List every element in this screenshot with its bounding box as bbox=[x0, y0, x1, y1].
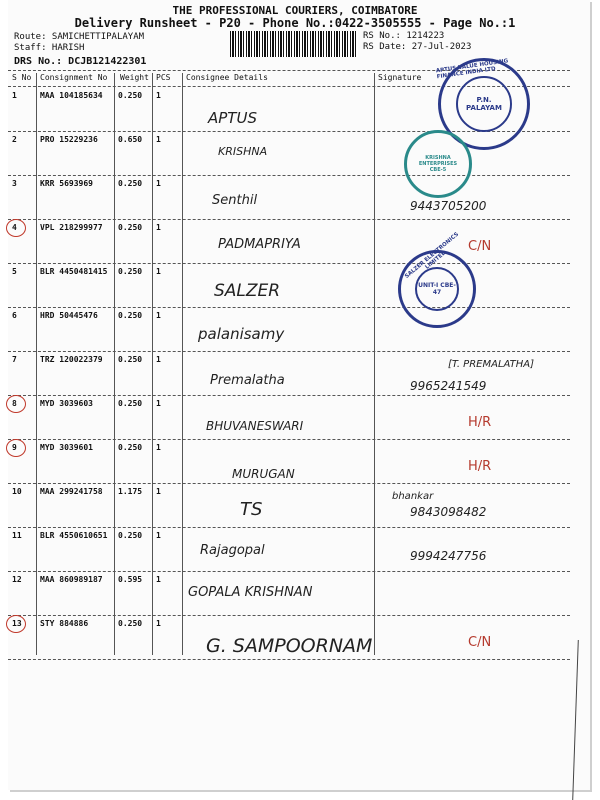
rs-date: RS Date: 27-Jul-2023 bbox=[363, 42, 472, 52]
row-weight: 0.250 bbox=[118, 267, 143, 276]
row-consignee-handwriting: Rajagopal bbox=[200, 543, 265, 558]
row-sno: 4 bbox=[12, 223, 17, 232]
row-consignment: MAA 860989187 bbox=[40, 575, 103, 584]
row-signature-phone: 9843098482 bbox=[410, 505, 487, 519]
col-pcs: PCS bbox=[156, 73, 171, 82]
row-sno: 5 bbox=[12, 267, 17, 276]
salzer-stamp-text: SALZER ELECTRONICS LIMITED bbox=[404, 231, 461, 280]
row-pcs: 1 bbox=[156, 619, 161, 628]
row-consignment: STY 884886 bbox=[40, 619, 89, 628]
row-rule bbox=[8, 439, 570, 440]
col-divider bbox=[114, 73, 115, 655]
row-rule bbox=[8, 483, 570, 484]
row-rule bbox=[8, 571, 570, 572]
col-consignee: Consignee Details bbox=[186, 73, 268, 82]
row-weight: 1.175 bbox=[118, 487, 143, 496]
row-consignee-handwriting: BHUVANESWARI bbox=[206, 419, 304, 433]
row-weight: 0.650 bbox=[118, 135, 143, 144]
row-signature-phone: 9443705200 bbox=[410, 199, 487, 213]
row-pcs: 1 bbox=[156, 223, 161, 232]
row-rule bbox=[8, 527, 570, 528]
row-consignee-handwriting: TS bbox=[240, 499, 263, 520]
col-sno: S No bbox=[12, 73, 32, 82]
row-weight: 0.250 bbox=[118, 311, 143, 320]
krishna-stamp bbox=[404, 130, 472, 198]
row-weight: 0.250 bbox=[118, 91, 143, 100]
row-sno: 3 bbox=[12, 179, 17, 188]
row-consignee-handwriting: G. SAMPOORNAM bbox=[206, 635, 373, 657]
red-circle-mark bbox=[6, 615, 26, 633]
row-consignee-handwriting: PADMAPRIYA bbox=[218, 237, 301, 252]
row-pcs: 1 bbox=[156, 575, 161, 584]
runsheet-subtitle: Delivery Runsheet - P20 - Phone No.:0422-3505555 - Page No.:1 bbox=[74, 16, 516, 30]
aptus-stamp-text: APTUS VALUE HOUSING FINANCE INDIA LTD bbox=[435, 58, 509, 81]
row-pcs: 1 bbox=[156, 91, 161, 100]
row-consignee-handwriting: APTUS bbox=[208, 109, 257, 127]
krishna-stamp-text: KRISHNA ENTERPRISES bbox=[418, 155, 458, 167]
staff-label: Staff: HARISH bbox=[14, 43, 85, 53]
row-weight: 0.250 bbox=[118, 223, 143, 232]
row-consignment: MAA 299241758 bbox=[40, 487, 103, 496]
route-label: Route: SAMICHETTIPALAYAM bbox=[14, 32, 145, 42]
col-weight: Weight bbox=[120, 73, 149, 82]
col-divider bbox=[36, 73, 37, 655]
company-title: THE PROFESSIONAL COURIERS, COIMBATORE bbox=[172, 4, 418, 17]
red-circle-mark bbox=[6, 219, 26, 237]
row-consignment: MAA 104185634 bbox=[40, 91, 103, 100]
row-consignee-handwriting: palanisamy bbox=[198, 325, 285, 343]
row-weight: 0.595 bbox=[118, 575, 143, 584]
row-sno: 2 bbox=[12, 135, 17, 144]
row-consignment: MYD 3039601 bbox=[40, 443, 93, 452]
salzer-stamp-inner: UNIT-I CBE-47 bbox=[415, 267, 459, 311]
row-pcs: 1 bbox=[156, 355, 161, 364]
barcode bbox=[230, 31, 358, 57]
row-remark: bhankar bbox=[392, 491, 434, 502]
row-rule bbox=[8, 615, 570, 616]
row-pcs: 1 bbox=[156, 399, 161, 408]
row-rule bbox=[8, 263, 570, 264]
row-consignee-handwriting: MURUGAN bbox=[232, 467, 295, 481]
red-circle-mark bbox=[6, 395, 26, 413]
aptus-stamp-inner: P.N. PALAYAM bbox=[456, 76, 512, 132]
row-pcs: 1 bbox=[156, 443, 161, 452]
row-pcs: 1 bbox=[156, 135, 161, 144]
row-consignment: BLR 4450481415 bbox=[40, 267, 108, 276]
row-consignment: KRR 5693969 bbox=[40, 179, 93, 188]
row-pcs: 1 bbox=[156, 267, 161, 276]
row-consignment: TRZ 120022379 bbox=[40, 355, 103, 364]
row-sno: 1 bbox=[12, 91, 17, 100]
row-consignment: BLR 4550610651 bbox=[40, 531, 108, 540]
row-consignment: HRD 50445476 bbox=[40, 311, 98, 320]
row-sno: 12 bbox=[12, 575, 22, 584]
row-sno: 10 bbox=[12, 487, 22, 496]
row-signature-phone: 9994247756 bbox=[410, 549, 487, 563]
row-pcs: 1 bbox=[156, 531, 161, 540]
row-remark: C/N bbox=[468, 239, 492, 254]
col-consignment: Consignment No bbox=[40, 73, 108, 82]
row-consignee-handwriting: GOPALA KRISHNAN bbox=[188, 585, 313, 600]
row-weight: 0.250 bbox=[118, 179, 143, 188]
row-signature-phone: 9965241549 bbox=[410, 379, 487, 393]
row-rule bbox=[8, 307, 570, 308]
row-consignment: PRO 15229236 bbox=[40, 135, 98, 144]
row-sno: 6 bbox=[12, 311, 17, 320]
row-weight: 0.250 bbox=[118, 443, 143, 452]
row-weight: 0.250 bbox=[118, 619, 143, 628]
row-sno: 13 bbox=[12, 619, 22, 628]
row-pcs: 1 bbox=[156, 487, 161, 496]
row-rule bbox=[8, 659, 570, 660]
row-pcs: 1 bbox=[156, 311, 161, 320]
row-rule bbox=[8, 351, 570, 352]
row-weight: 0.250 bbox=[118, 355, 143, 364]
col-divider bbox=[182, 73, 183, 655]
row-consignment: MYD 3039603 bbox=[40, 399, 93, 408]
row-sno: 9 bbox=[12, 443, 17, 452]
row-consignee-handwriting: SALZER bbox=[214, 281, 281, 301]
row-consignee-handwriting: KRISHNA bbox=[218, 145, 268, 158]
row-rule bbox=[8, 175, 570, 176]
col-divider bbox=[152, 73, 153, 655]
row-sno: 7 bbox=[12, 355, 17, 364]
row-remark: [T. PREMALATHA] bbox=[448, 359, 535, 370]
row-sno: 11 bbox=[12, 531, 22, 540]
row-consignee-handwriting: Premalatha bbox=[210, 373, 285, 388]
row-consignment: VPL 218299977 bbox=[40, 223, 103, 232]
row-weight: 0.250 bbox=[118, 531, 143, 540]
row-rule bbox=[8, 219, 570, 220]
row-sno: 8 bbox=[12, 399, 17, 408]
col-signature: Signature bbox=[378, 73, 422, 82]
col-divider bbox=[374, 73, 375, 655]
row-remark: C/N bbox=[468, 635, 492, 650]
drs-number: DRS No.: DCJB121422301 bbox=[14, 56, 147, 67]
row-rule bbox=[8, 395, 570, 396]
row-consignee-handwriting: Senthil bbox=[212, 193, 258, 208]
red-circle-mark bbox=[6, 439, 26, 457]
row-remark: H/R bbox=[468, 459, 492, 474]
rs-number: RS No.: 1214223 bbox=[363, 31, 445, 41]
row-weight: 0.250 bbox=[118, 399, 143, 408]
krishna-stamp-inner: CBE-5 bbox=[429, 167, 447, 173]
row-remark: H/R bbox=[468, 415, 492, 430]
row-pcs: 1 bbox=[156, 179, 161, 188]
